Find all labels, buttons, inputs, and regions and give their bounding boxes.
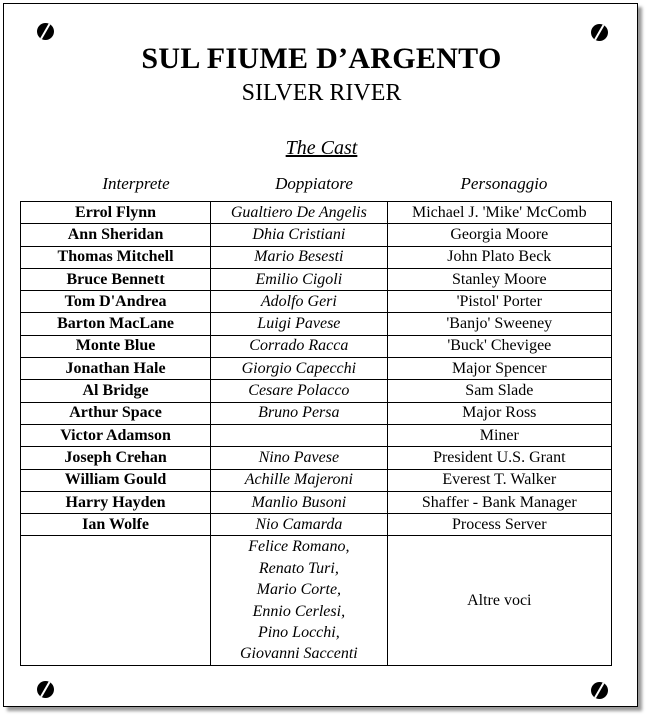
column-header-character: Personaggio (460, 174, 548, 193)
actor-cell: Thomas Mitchell (21, 246, 211, 268)
dubber-cell: Bruno Persa (211, 402, 388, 424)
dubber-cell: Corrado Racca (211, 335, 388, 357)
dubber-cell: Mario Besesti (211, 246, 388, 268)
dubber-name: Mario Corte, (256, 581, 342, 599)
dubber-name: Felice Romano, (248, 538, 350, 556)
column-header-dubber: Doppiatore (275, 174, 353, 193)
actor-cell: Tom D'Andrea (21, 291, 211, 313)
character-cell: Altre voci (387, 536, 611, 665)
actor-cell: Errol Flynn (21, 202, 211, 224)
dubber-cell: Adolfo Geri (211, 291, 388, 313)
table-row-other-voices (21, 536, 612, 665)
dubber-name: Renato Turi, (258, 559, 339, 577)
dubber-name: Giovanni Saccenti (239, 645, 358, 663)
actor-cell: Harry Hayden (21, 491, 211, 513)
character-cell: President U.S. Grant (387, 447, 611, 469)
character-cell: Georgia Moore (387, 224, 611, 246)
cast-table (20, 201, 612, 666)
actor-cell: Ian Wolfe (21, 514, 211, 536)
table-row (21, 358, 612, 380)
screw-icon (591, 682, 608, 699)
actor-cell: Al Bridge (21, 380, 211, 402)
screw-icon (591, 24, 608, 41)
plaque (3, 3, 638, 707)
character-cell: Major Ross (387, 402, 611, 424)
character-cell: Process Server (387, 514, 611, 536)
table-row (21, 514, 612, 536)
table-row (21, 291, 612, 313)
page-title: SUL FIUME D’ARGENTO (141, 42, 502, 75)
table-row (21, 424, 612, 446)
dubber-cell: Nino Pavese (211, 447, 388, 469)
dubber-name: Pino Locchi, (257, 624, 340, 642)
table-row (21, 246, 612, 268)
actor-cell (21, 536, 211, 665)
cast-heading: The Cast (285, 137, 358, 159)
table-row (21, 491, 612, 513)
dubber-cell: Dhia Cristiani (211, 224, 388, 246)
actor-cell: Joseph Crehan (21, 447, 211, 469)
dubber-cell: Giorgio Capecchi (211, 358, 388, 380)
table-row (21, 335, 612, 357)
dubber-cell: Cesare Polacco (211, 380, 388, 402)
dubber-cell (211, 424, 388, 446)
column-header-actor: Interprete (102, 174, 170, 193)
actor-cell: Arthur Space (21, 402, 211, 424)
character-cell: Everest T. Walker (387, 469, 611, 491)
dubber-list-cell (211, 536, 388, 665)
actor-cell: Bruce Bennett (21, 268, 211, 290)
actor-cell: William Gould (21, 469, 211, 491)
actor-cell: Jonathan Hale (21, 358, 211, 380)
table-row (21, 469, 612, 491)
screw-icon (37, 681, 54, 698)
character-cell: Stanley Moore (387, 268, 611, 290)
dubber-name: Ennio Cerlesi, (252, 602, 346, 620)
dubber-cell: Achille Majeroni (211, 469, 388, 491)
character-cell: 'Pistol' Porter (387, 291, 611, 313)
table-row (21, 313, 612, 335)
dubber-cell: Gualtiero De Angelis (211, 202, 388, 224)
table-row (21, 224, 612, 246)
character-cell: Michael J. 'Mike' McComb (387, 202, 611, 224)
table-row (21, 268, 612, 290)
page-subtitle: SILVER RIVER (241, 80, 402, 106)
screw-icon (37, 23, 54, 40)
actor-cell: Barton MacLane (21, 313, 211, 335)
actor-cell: Victor Adamson (21, 424, 211, 446)
character-cell: 'Banjo' Sweeney (387, 313, 611, 335)
character-cell: John Plato Beck (387, 246, 611, 268)
table-row (21, 202, 612, 224)
character-cell: Sam Slade (387, 380, 611, 402)
actor-cell: Ann Sheridan (21, 224, 211, 246)
dubber-cell: Nio Camarda (211, 514, 388, 536)
character-cell: Major Spencer (387, 358, 611, 380)
table-row (21, 402, 612, 424)
dubber-cell: Luigi Pavese (211, 313, 388, 335)
actor-cell: Monte Blue (21, 335, 211, 357)
table-row (21, 447, 612, 469)
table-row (21, 380, 612, 402)
dubber-cell: Emilio Cigoli (211, 268, 388, 290)
character-cell: Miner (387, 424, 611, 446)
dubber-cell: Manlio Busoni (211, 491, 388, 513)
character-cell: Shaffer - Bank Manager (387, 491, 611, 513)
character-cell: 'Buck' Chevigee (387, 335, 611, 357)
